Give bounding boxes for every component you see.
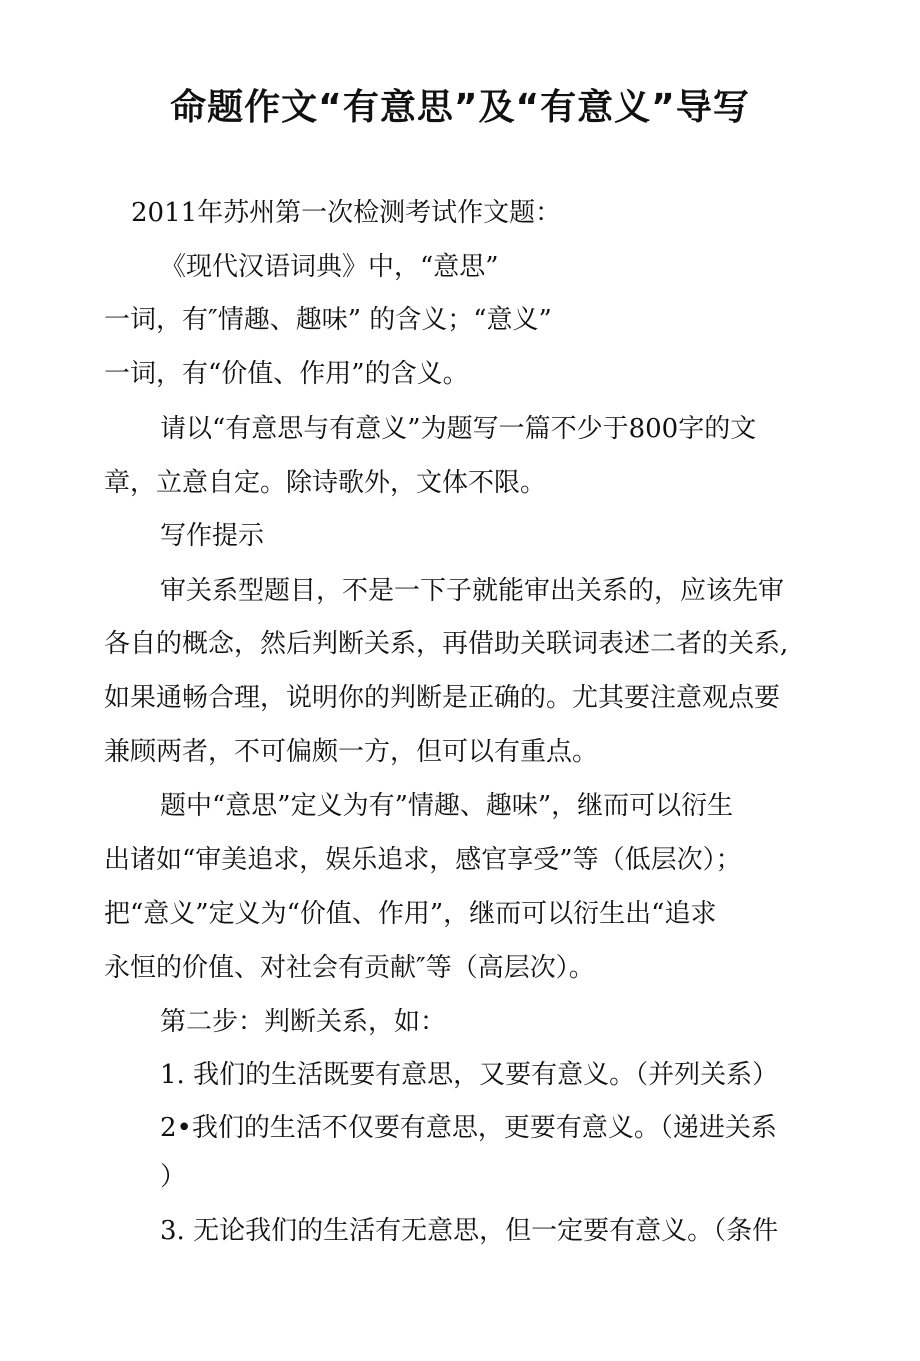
paragraph-line: 2011年苏州第一次检测考试作文题：: [131, 198, 562, 228]
paragraph-line: 题中“意思”定义为有”情趣、趣味”，继而可以衍生: [160, 791, 734, 821]
paragraph-line: 如果通畅合理，说明你的判断是正确的。尤其要注意观点要: [104, 683, 781, 713]
paragraph-line: 各自的概念，然后判断关系，再借助关联词表述二者的关系,: [104, 629, 789, 659]
paragraph-line: 第二步：判断关系，如：: [160, 1007, 447, 1037]
paragraph-line: 请以“有意思与有意义”为题写一篇不少于800字的文: [160, 414, 757, 444]
paragraph-line: 一词，有″情趣、趣味” 的含义；“意义”: [104, 305, 552, 335]
paragraph-line: 兼顾两者，不可偏颇一方，但可以有重点。: [104, 737, 599, 767]
document-title: 命题作文“有意思”及“有意义”导写: [170, 87, 750, 128]
paragraph-line: 审关系型题目，不是一下子就能审出关系的，应该先审: [160, 576, 785, 606]
list-item: 3. 无论我们的生活有无意思，但一定要有意义。（条件: [160, 1216, 779, 1246]
paragraph-line: 把“意义”定义为“价值、作用”，继而可以衍生出“追求: [104, 899, 717, 929]
paragraph-line: 永恒的价值、对社会有贡献″等（高层次）。: [104, 953, 595, 983]
paragraph-line: 一词，有“价值、作用”的含义。: [104, 359, 469, 389]
paragraph-line: 出诸如“审美追求，娱乐追求，感官享受”等（低层次）；: [104, 845, 742, 875]
paragraph-line: 章，立意自定。除诗歌外，文体不限。: [104, 468, 547, 498]
list-item: 1. 我们的生活既要有意思，又要有意义。（并列关系）: [160, 1060, 779, 1090]
list-item-continuation: ）: [160, 1162, 187, 1192]
list-item: 2•我们的生活不仅要有意思，更要有意义。（递进关系: [160, 1113, 777, 1143]
paragraph-line: 《现代汉语词典》中，“意思”: [160, 252, 499, 282]
section-heading: 写作提示: [160, 521, 265, 551]
